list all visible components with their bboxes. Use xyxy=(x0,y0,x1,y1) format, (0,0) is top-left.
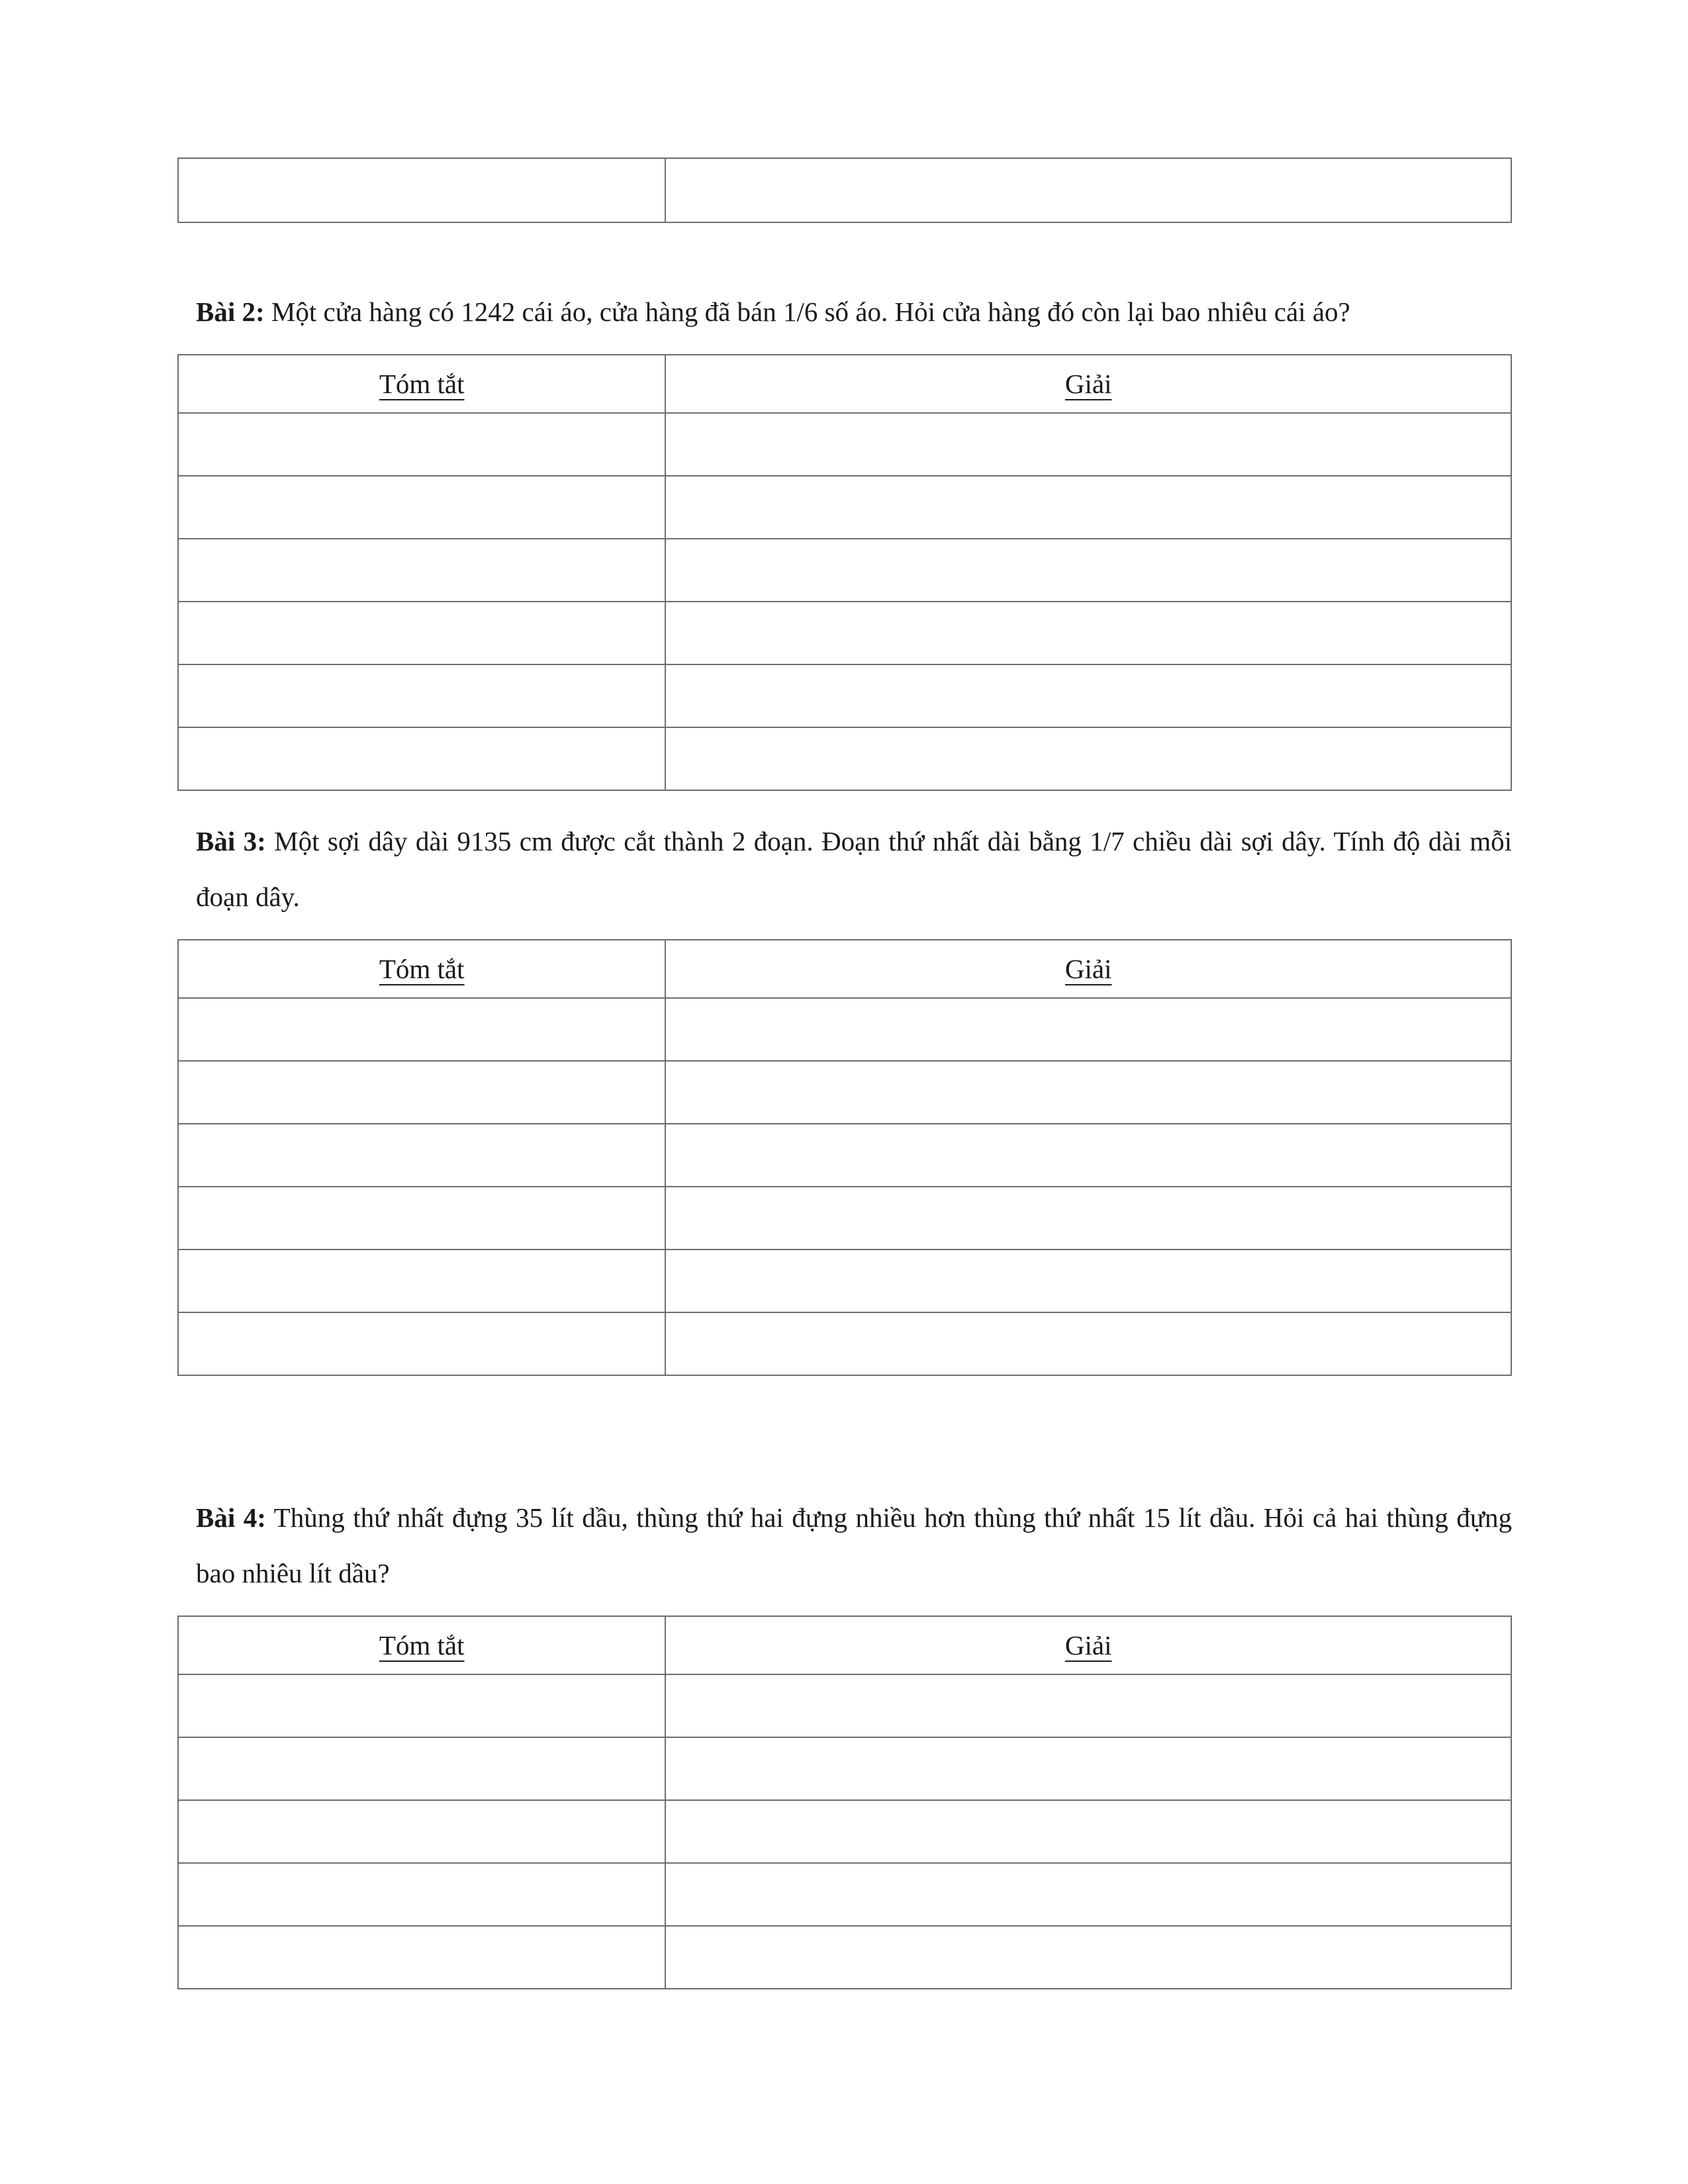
table-header-giai xyxy=(666,1617,1511,1674)
table-cell-giai xyxy=(666,477,1511,538)
table-header-tomtat xyxy=(179,1617,666,1674)
table-cell-giai xyxy=(666,1675,1511,1737)
table-row xyxy=(179,1312,1511,1375)
table-header-giai xyxy=(666,940,1511,997)
table-row xyxy=(179,601,1511,664)
problem-bai-3 xyxy=(177,813,1512,1376)
table-row xyxy=(179,412,1511,475)
table-row xyxy=(179,997,1511,1060)
table-cell-tomtat xyxy=(179,1864,666,1925)
problem-text: Một sợi dây dài 9135 cm được cắt thành 2 đoạn. Đoạn thứ nhất dài bằng 1/7 chiều dài sợi dây. Tính độ dài mỗi đoạn dây. xyxy=(196,826,1512,912)
table-cell-giai xyxy=(666,1187,1511,1249)
table-cell-tomtat xyxy=(179,1738,666,1799)
table-cell-tomtat xyxy=(179,159,666,222)
table-row xyxy=(179,1925,1511,1988)
table-cell-tomtat xyxy=(179,477,666,538)
table-cell-tomtat xyxy=(179,999,666,1060)
problem-bai-4 xyxy=(177,1490,1512,1989)
header-label: Giải xyxy=(1064,1630,1112,1661)
header-label: Giải xyxy=(1064,954,1112,984)
table-cell-giai xyxy=(666,602,1511,664)
table-header-giai xyxy=(666,355,1511,412)
table-cell-giai xyxy=(666,1801,1511,1862)
table-header-row xyxy=(179,940,1511,997)
header-label: Tóm tắt xyxy=(379,954,465,984)
table-cell-tomtat xyxy=(179,1187,666,1249)
problem-label: Bài 4: xyxy=(196,1502,266,1533)
table-cell-giai xyxy=(666,1313,1511,1375)
table-row xyxy=(179,727,1511,790)
table-cell-giai xyxy=(666,1062,1511,1123)
table-header-tomtat xyxy=(179,940,666,997)
table-cell-giai xyxy=(666,1864,1511,1925)
table-cell-giai xyxy=(666,1738,1511,1799)
previous-table-remnant xyxy=(177,158,1512,223)
table-cell-tomtat xyxy=(179,414,666,475)
problem-bai-2 xyxy=(177,284,1512,791)
table-cell-tomtat xyxy=(179,1801,666,1862)
table-cell-giai xyxy=(666,728,1511,790)
problem-statement xyxy=(177,813,1512,925)
table-row xyxy=(179,159,1511,222)
table-cell-tomtat xyxy=(179,1124,666,1186)
table-cell-tomtat xyxy=(179,1313,666,1375)
problem-text: Một cửa hàng có 1242 cái áo, cửa hàng đã bán 1/6 số áo. Hỏi cửa hàng đó còn lại bao nhiêu cái áo? xyxy=(271,296,1350,327)
table-cell-giai xyxy=(666,1124,1511,1186)
table-row xyxy=(179,538,1511,601)
problem-label: Bài 3: xyxy=(196,826,266,856)
table-header-row xyxy=(179,355,1511,412)
table-cell-giai xyxy=(666,539,1511,601)
header-label: Tóm tắt xyxy=(379,369,465,399)
table-row xyxy=(179,1060,1511,1123)
table-row xyxy=(179,1186,1511,1249)
table-cell-tomtat xyxy=(179,665,666,727)
table-cell-tomtat xyxy=(179,1675,666,1737)
table-cell-giai xyxy=(666,999,1511,1060)
table-row xyxy=(179,475,1511,538)
table-header-tomtat xyxy=(179,355,666,412)
header-label: Giải xyxy=(1064,369,1112,399)
problem-label: Bài 2: xyxy=(196,296,265,327)
table-cell-giai xyxy=(666,414,1511,475)
table-cell-giai xyxy=(666,159,1511,222)
table-cell-tomtat xyxy=(179,1927,666,1988)
header-label: Tóm tắt xyxy=(379,1630,465,1661)
solution-table xyxy=(177,939,1512,1376)
problem-text: Thùng thứ nhất đựng 35 lít dầu, thùng thứ hai đựng nhiều hơn thùng thứ nhất 15 lít dầu. Hỏi cả hai thùng đựng bao nhiêu lít dầu? xyxy=(196,1502,1512,1588)
table-row xyxy=(179,1799,1511,1862)
table-header-row xyxy=(179,1617,1511,1674)
table-cell-giai xyxy=(666,1250,1511,1312)
solution-table xyxy=(177,1615,1512,1989)
table-row xyxy=(179,1123,1511,1186)
table-cell-tomtat xyxy=(179,728,666,790)
table-cell-giai xyxy=(666,1927,1511,1988)
table-cell-giai xyxy=(666,665,1511,727)
document-page xyxy=(177,158,1512,1989)
table-row xyxy=(179,664,1511,727)
table-row xyxy=(179,1737,1511,1799)
problem-statement xyxy=(177,284,1512,340)
table-row xyxy=(179,1674,1511,1737)
table-cell-tomtat xyxy=(179,602,666,664)
table-cell-tomtat xyxy=(179,539,666,601)
problem-statement xyxy=(177,1490,1512,1601)
table-row xyxy=(179,1862,1511,1925)
solution-table xyxy=(177,354,1512,791)
table-row xyxy=(179,1249,1511,1312)
table-cell-tomtat xyxy=(179,1062,666,1123)
table-cell-tomtat xyxy=(179,1250,666,1312)
